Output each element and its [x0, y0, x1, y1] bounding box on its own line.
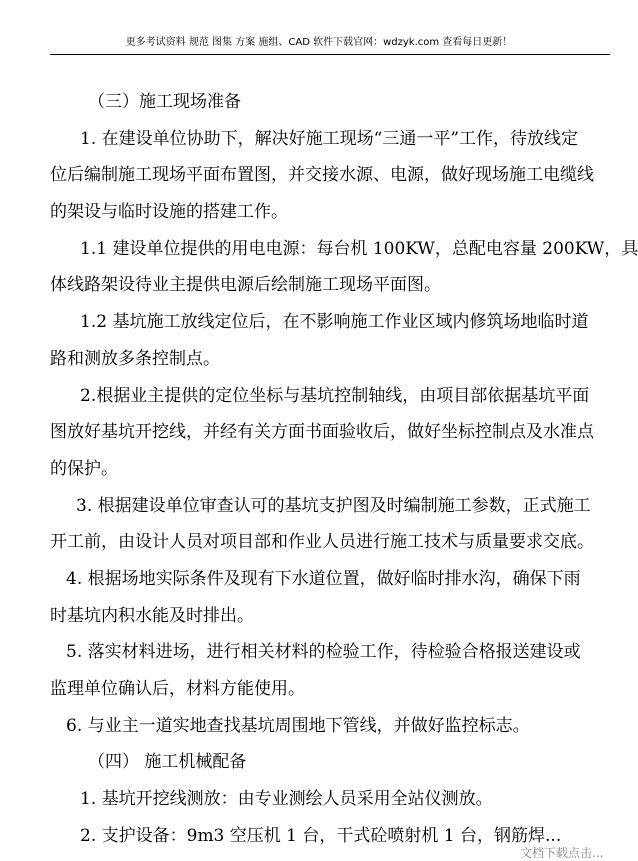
line-text: 开工前，由设计人员对项目部和作业人员进行施工技术与质量要求交底。 [50, 532, 594, 553]
line-text: 6. 与业主一道实地查找基坑周围地下管线，并做好监控标志。 [66, 715, 530, 736]
paragraph-line [0, 488, 638, 525]
paragraph-line [0, 304, 638, 341]
line-text: 4. 根据场地实际条件及现有下水道位置，做好临时排水沟，确保下雨 [66, 568, 581, 589]
paragraph-line [0, 781, 638, 818]
line-text: 5. 落实材料进场，进行相关材料的检验工作，待检验合格报送建设或 [66, 642, 581, 663]
document-body [0, 84, 638, 861]
paragraph-line [0, 708, 638, 745]
line-text: 的保护。 [50, 458, 118, 479]
paragraph-line [0, 451, 638, 488]
page-header: 更多考试资料 规范 图集 方案 施组、CAD 软件下载官网：wdzyk.com 查看每日更新！ [125, 37, 513, 48]
paragraph-line [0, 341, 638, 378]
paragraph-line [0, 414, 638, 451]
paragraph-line [0, 157, 638, 194]
line-text: 体线路架设待业主提供电源后绘制施工现场平面图。 [50, 275, 441, 296]
line-text: 的架设与临时设施的搭建工作。 [50, 202, 288, 223]
paragraph-line [0, 634, 638, 671]
line-text: 1. 基坑开挖线测放：由专业测绘人员采用全站仪测放。 [80, 789, 493, 810]
line-text: 2. 支护设备：9m3 空压机 1 台，干式砼喷射机 1 台，钢筋焊... [80, 825, 562, 846]
section-heading-3 [0, 84, 638, 121]
paragraph-line [0, 267, 638, 304]
line-text: 1.2 基坑施工放线定位后，在不影响施工作业区域内修筑场地临时道 [80, 312, 589, 333]
line-text: （四） 施工机械配备 [88, 752, 247, 773]
line-text: 位后编制施工现场平面布置图，并交接水源、电源，做好现场施工电缆线 [50, 165, 594, 186]
paragraph-line [0, 378, 638, 415]
watermark-overlay: 文档下载点击... [520, 846, 604, 860]
line-text: 1.1 建设单位提供的用电电源：每台机 100KW，总配电容量 200KW，具 [80, 238, 638, 259]
line-text: 图放好基坑开挖线，并经有关方面书面验收后，做好坐标控制点及水准点 [50, 422, 594, 443]
paragraph-line [0, 561, 638, 598]
paragraph-line [0, 231, 638, 268]
paragraph-line [0, 194, 638, 231]
paragraph-line [0, 598, 638, 635]
line-text: 监理单位确认后，材料方能使用。 [50, 679, 305, 699]
paragraph-line [0, 524, 638, 561]
header-divider [50, 54, 610, 55]
line-text: 路和测放多条控制点。 [50, 348, 220, 369]
line-text: 1. 在建设单位协助下，解决好施工现场“三通一平”工作，待放线定 [80, 128, 579, 149]
line-text: （三）施工现场准备 [88, 92, 241, 112]
section-heading-4 [0, 744, 638, 781]
paragraph-line [0, 121, 638, 158]
paragraph-line [0, 671, 638, 708]
line-text: 2.根据业主提供的定位坐标与基坑控制轴线，由项目部依据基坑平面 [80, 385, 590, 406]
line-text: 3. 根据建设单位审查认可的基坑支护图及时编制施工参数，正式施工 [76, 495, 591, 516]
line-text: 时基坑内积水能及时排出。 [50, 605, 254, 626]
